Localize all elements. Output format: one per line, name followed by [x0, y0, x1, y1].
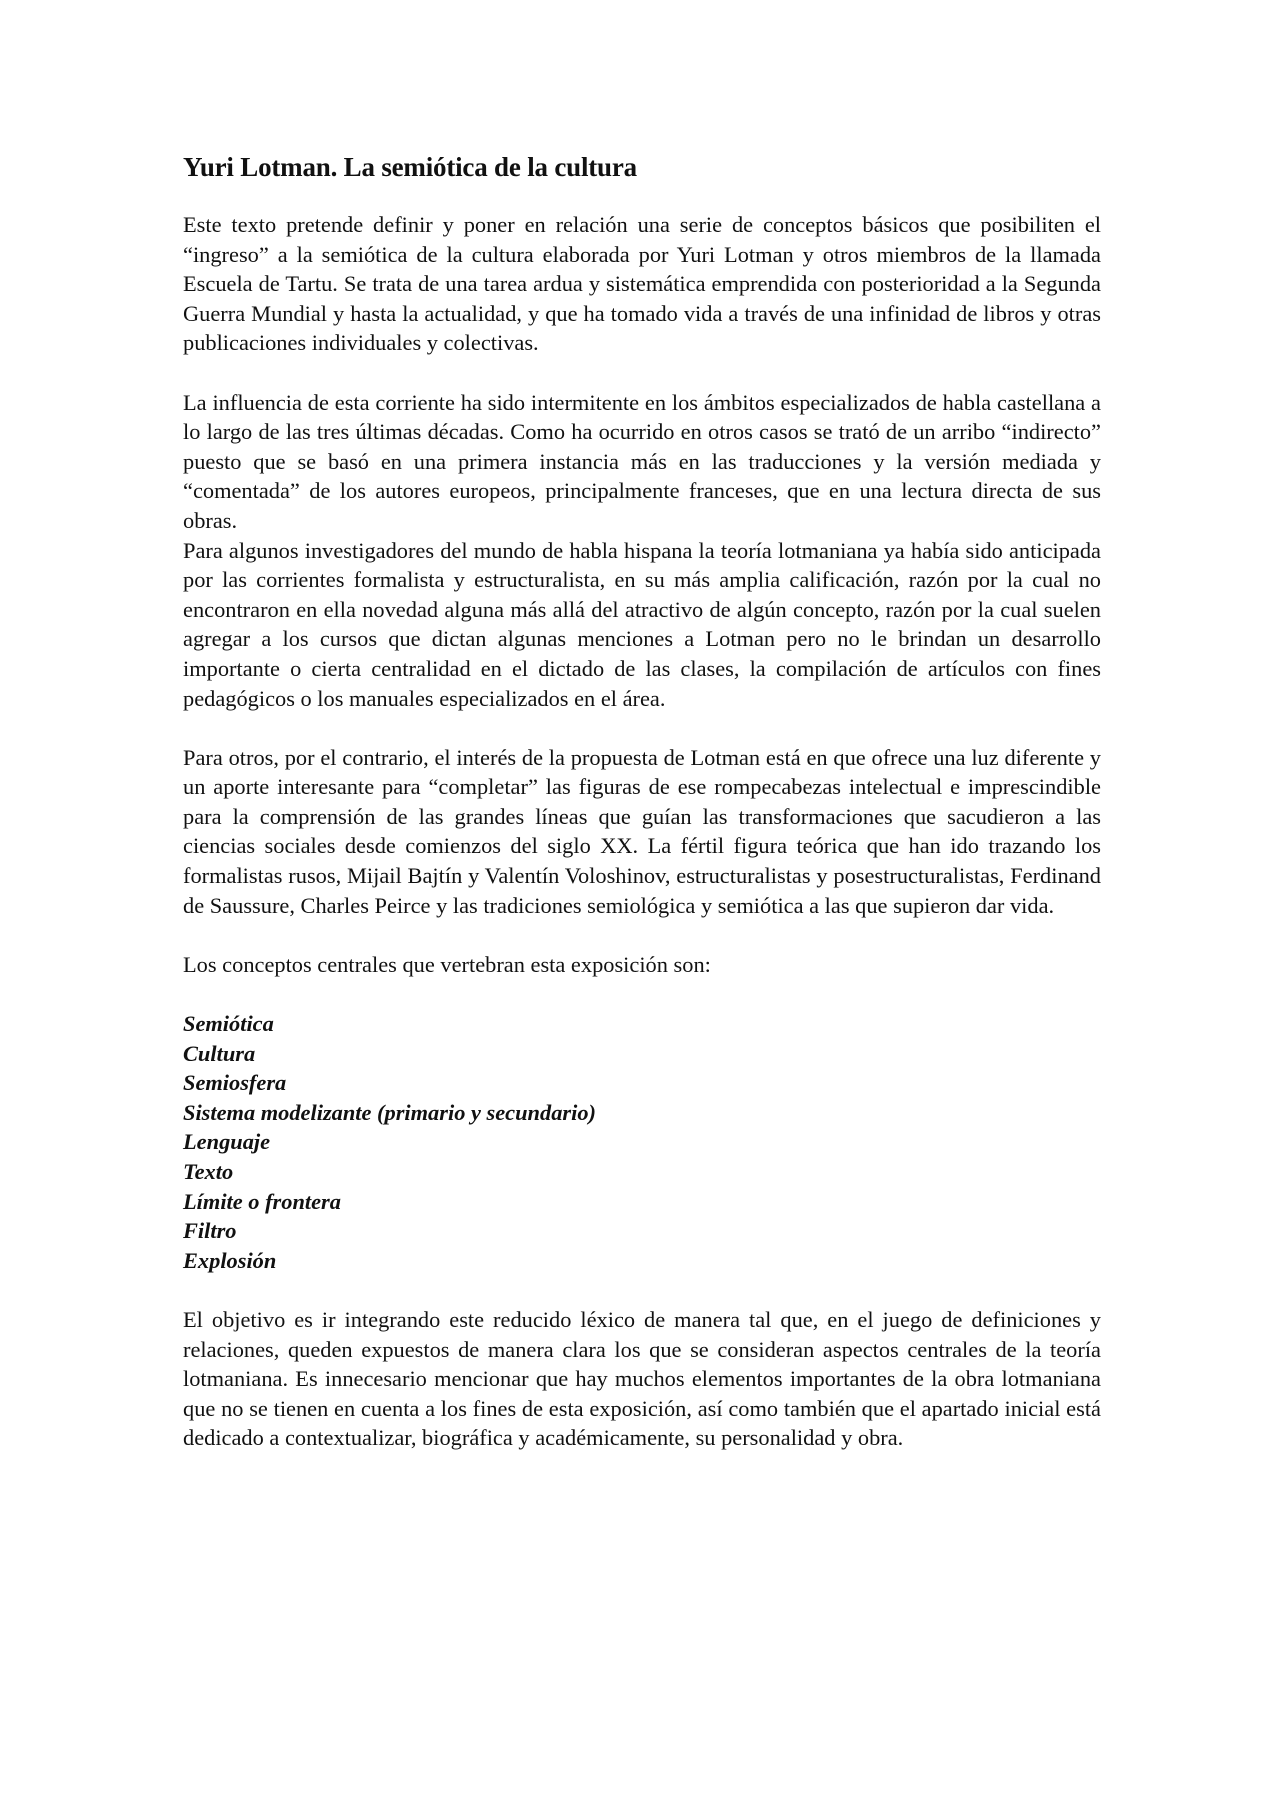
- paragraph-spacer: [183, 920, 1101, 950]
- paragraph-influence: La influencia de esta corriente ha sido intermitente en los ámbitos especializados de habla castellana a lo largo de las tres últimas décadas. Como ha ocurrido en otros casos se trató de un arribo “indirecto” puesto que se basó en una primera instancia más en las traducciones y la versión mediada y “comentada” de los autores europeos, principalmente franceses, que en una lectura directa de sus obras.: [183, 389, 1101, 533]
- concept-item: Cultura: [183, 1040, 256, 1066]
- concept-item: Semiosfera: [183, 1070, 287, 1096]
- concept-item: Semiótica: [183, 1011, 274, 1037]
- paragraph-spacer: [183, 713, 1101, 743]
- paragraph-spacer: [183, 979, 1101, 1009]
- concept-item: Texto: [183, 1159, 234, 1184]
- document-page: [183, 150, 1101, 1453]
- paragraph-researchers: Para algunos investigadores del mundo de habla hispana la teoría lotmaniana ya había sido anticipada por las corrientes formalista y estructuralista, en su más amplia calificación, razón por la cual no encontraron en ella novedad alguna más allá del atractivo de algún concepto, razón por la cual suelen agregar a los cursos que dictan algunas menciones a Lotman pero no le brindan un desarrollo importante o cierta centralidad en el dictado de las clases, la compilación de artículos con fines pedagógicos o los manuales especializados en el área.: [183, 537, 1101, 711]
- paragraph-spacer: [183, 1275, 1101, 1305]
- concepts-list: [183, 1009, 1101, 1275]
- concept-item: Lenguaje: [183, 1129, 271, 1155]
- paragraph-others: Para otros, por el contrario, el interés de la propuesta de Lotman está en que ofrece una luz diferente y un aporte interesante para “completar” las figuras de ese rompecabezas intelectual e imprescindible para la comprensión de las grandes líneas que guían las transformaciones que sacudieron a las ciencias sociales desde comienzos del siglo XX. La fértil figura teórica que han ido trazando los formalistas rusos, Mijail Bajtín y Valentín Voloshinov, estructuralistas y posestructuralistas, Ferdinand de Saussure, Charles Peirce y las tradiciones semiológica y semiótica a las que supieron dar vida.: [183, 744, 1101, 918]
- paragraph-objective: El objetivo es ir integrando este reducido léxico de manera tal que, en el juego de definiciones y relaciones, queden expuestos de manera clara los que se consideran aspectos centrales de la teoría lotmaniana. Es innecesario mencionar que hay muchos elementos importantes de la obra lotmaniana que no se tienen en cuenta a los fines de esta exposición, así como también que el apartado inicial está dedicado a contextualizar, biográfica y académicamente, su personalidad y obra.: [183, 1306, 1101, 1451]
- document-title: Yuri Lotman. La semiótica de la cultura: [183, 152, 637, 182]
- concept-item: Límite o frontera: [183, 1188, 341, 1214]
- paragraph-concepts-intro: Los conceptos centrales que vertebran esta exposición son:: [183, 951, 711, 977]
- concept-item: Explosión: [183, 1247, 277, 1273]
- concept-item: Sistema modelizante (primario y secundario): [183, 1099, 596, 1125]
- concept-item: Filtro: [183, 1218, 237, 1244]
- paragraph-intro: Este texto pretende definir y poner en relación una serie de conceptos básicos que posibiliten el “ingreso” a la semiótica de la cultura elaborada por Yuri Lotman y otros miembros de la llamada Escuela de Tartu. Se trata de una tarea ardua y sistemática emprendida con posterioridad a la Segunda Guerra Mundial y hasta la actualidad, y que ha tomado vida a través de una infinidad de libros y otras publicaciones individuales y colectivas.: [183, 212, 1101, 356]
- paragraph-spacer: [183, 358, 1101, 388]
